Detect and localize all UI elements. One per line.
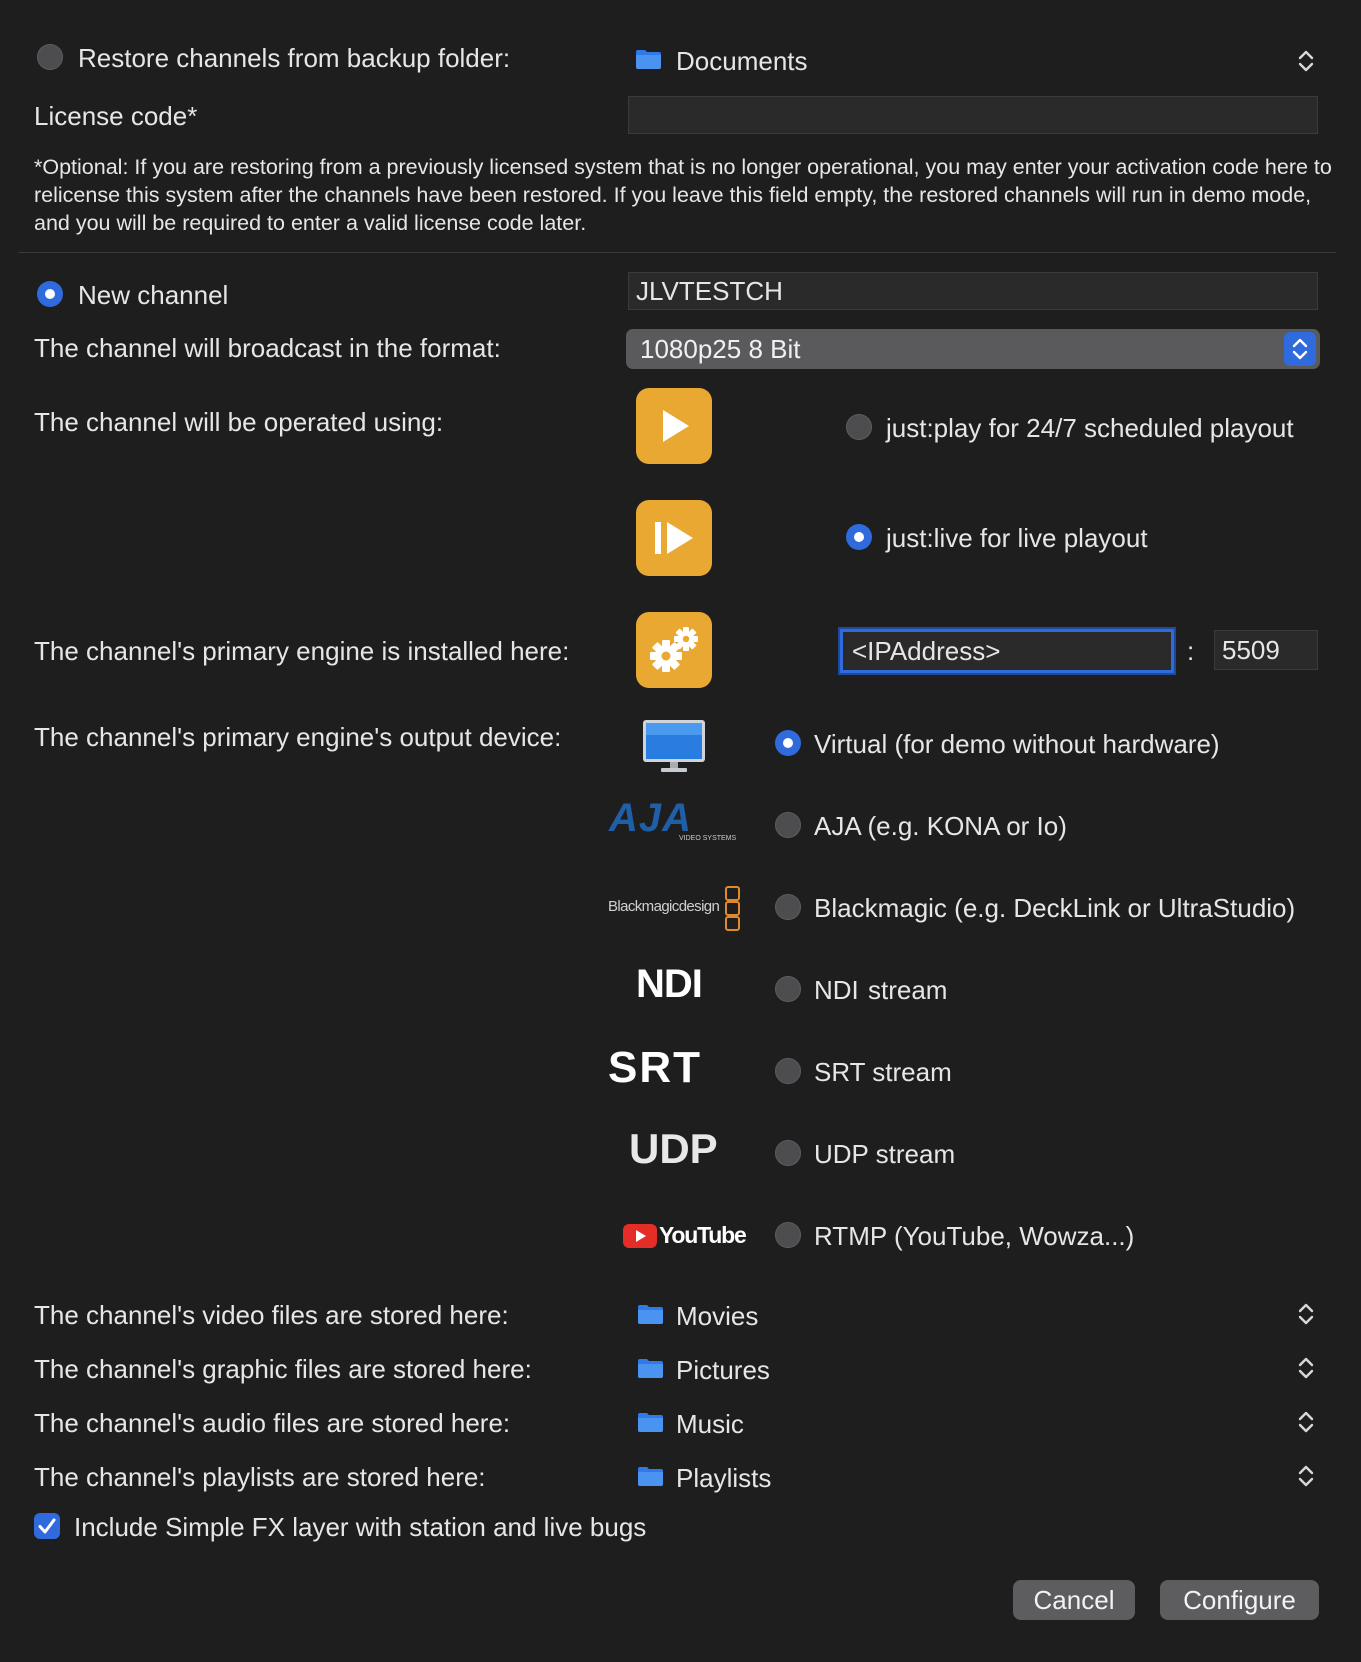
license-code-field[interactable]: [628, 96, 1318, 134]
license-note: *Optional: If you are restoring from a previously licensed system that is no longer operational, you may enter your activation code here to relicense this system after the channels have been restored. If you leave this field empty, the restored channels will run in demo mode, and you will be required to enter a valid license code later.: [34, 155, 1332, 235]
engine-label: The channel's primary engine is installed here:: [34, 636, 570, 666]
chevron-updown-icon[interactable]: [1297, 1355, 1315, 1381]
checkmark-icon: [34, 1513, 60, 1539]
srt-logo: SRT: [608, 1043, 702, 1092]
graphic-storage-label: The channel's graphic files are stored here:: [34, 1354, 532, 1384]
output-label: The channel's primary engine's output device:: [34, 722, 562, 752]
output-srt-label: SRT stream: [814, 1057, 952, 1087]
cancel-button[interactable]: Cancel: [1013, 1580, 1135, 1620]
folder-icon: [637, 1303, 664, 1325]
folder-icon: [637, 1411, 664, 1433]
format-stepper[interactable]: [1284, 332, 1316, 366]
chevron-updown-icon: [1291, 336, 1309, 362]
restore-folder-popup[interactable]: [635, 48, 662, 75]
new-channel-label: New channel: [78, 280, 229, 310]
folder-icon: [637, 1357, 664, 1379]
restore-radio[interactable]: [37, 44, 63, 70]
audio-storage-label: The channel's audio files are stored here:: [34, 1408, 511, 1438]
output-blackmagic-label: Blackmagic (e.g. DeckLink or UltraStudio): [814, 893, 1296, 923]
port-separator: :: [1187, 636, 1195, 666]
license-label: License code*: [34, 101, 198, 131]
play-icon: [636, 388, 712, 464]
folder-icon: [635, 48, 662, 70]
restore-folder-name[interactable]: Documents: [676, 46, 808, 76]
youtube-play-icon: [623, 1224, 657, 1248]
udp-logo: UDP: [629, 1125, 718, 1172]
output-aja-radio[interactable]: [775, 812, 801, 838]
audio-storage-folder[interactable]: Music: [676, 1409, 744, 1439]
justplay-label: just:play for 24/7 scheduled playout: [886, 413, 1294, 443]
playlist-storage-label: The channel's playlists are stored here:: [34, 1462, 486, 1492]
blackmagic-logo: Blackmagicdesign: [608, 884, 738, 930]
format-value: 1080p25 8 Bit: [640, 334, 801, 364]
folder-icon: [637, 1465, 664, 1487]
output-ndi-label: NDI: [814, 975, 859, 1005]
youtube-logo: YouTube: [623, 1222, 733, 1252]
channel-name-field[interactable]: [628, 272, 1318, 310]
output-virtual-radio[interactable]: [775, 730, 801, 756]
justplay-radio[interactable]: [846, 414, 872, 440]
engine-address-field[interactable]: [840, 629, 1174, 673]
video-storage-folder[interactable]: Movies: [676, 1301, 759, 1331]
justlive-radio[interactable]: [846, 524, 872, 550]
live-play-icon: [636, 500, 712, 576]
playlist-storage-folder[interactable]: Playlists: [676, 1463, 772, 1493]
video-storage-label: The channel's video files are stored here:: [34, 1300, 509, 1330]
justlive-label: just:live for live playout: [886, 523, 1148, 553]
engine-port-field[interactable]: [1214, 630, 1318, 670]
format-popup[interactable]: [626, 329, 1320, 369]
simple-fx-label: Include Simple FX layer with station and live bugs: [74, 1512, 647, 1542]
output-udp-radio[interactable]: [775, 1140, 801, 1166]
chevron-updown-icon[interactable]: [1297, 1463, 1315, 1489]
configure-button[interactable]: Configure: [1160, 1580, 1319, 1620]
output-ndi-radio[interactable]: [775, 976, 801, 1002]
chevron-updown-icon[interactable]: [1297, 1409, 1315, 1435]
output-aja-label: AJA (e.g. KONA or Io): [814, 811, 1067, 841]
restore-label: Restore channels from backup folder:: [78, 43, 511, 73]
chevron-updown-icon[interactable]: [1297, 48, 1315, 74]
simple-fx-checkbox[interactable]: [34, 1513, 60, 1539]
new-channel-radio[interactable]: [37, 281, 63, 307]
output-rtmp-label: RTMP (YouTube, Wowza...): [814, 1221, 1135, 1251]
section-divider: [18, 252, 1336, 253]
output-udp-label: UDP stream: [814, 1139, 956, 1169]
engine-gears-icon: [636, 612, 712, 688]
format-label: The channel will broadcast in the format:: [34, 333, 501, 363]
ndi-logo: NDI: [636, 962, 702, 1006]
operation-label: The channel will be operated using:: [34, 407, 444, 437]
output-virtual-label: Virtual (for demo without hardware): [814, 729, 1220, 759]
output-ndi-stream-word: stream: [868, 975, 948, 1005]
monitor-icon: [642, 719, 706, 775]
aja-logo: AJA VIDEO SYSTEMS: [609, 796, 737, 842]
chevron-updown-icon[interactable]: [1297, 1301, 1315, 1327]
output-srt-radio[interactable]: [775, 1058, 801, 1084]
output-rtmp-radio[interactable]: [775, 1222, 801, 1248]
graphic-storage-folder[interactable]: Pictures: [676, 1355, 770, 1385]
output-blackmagic-radio[interactable]: [775, 894, 801, 920]
